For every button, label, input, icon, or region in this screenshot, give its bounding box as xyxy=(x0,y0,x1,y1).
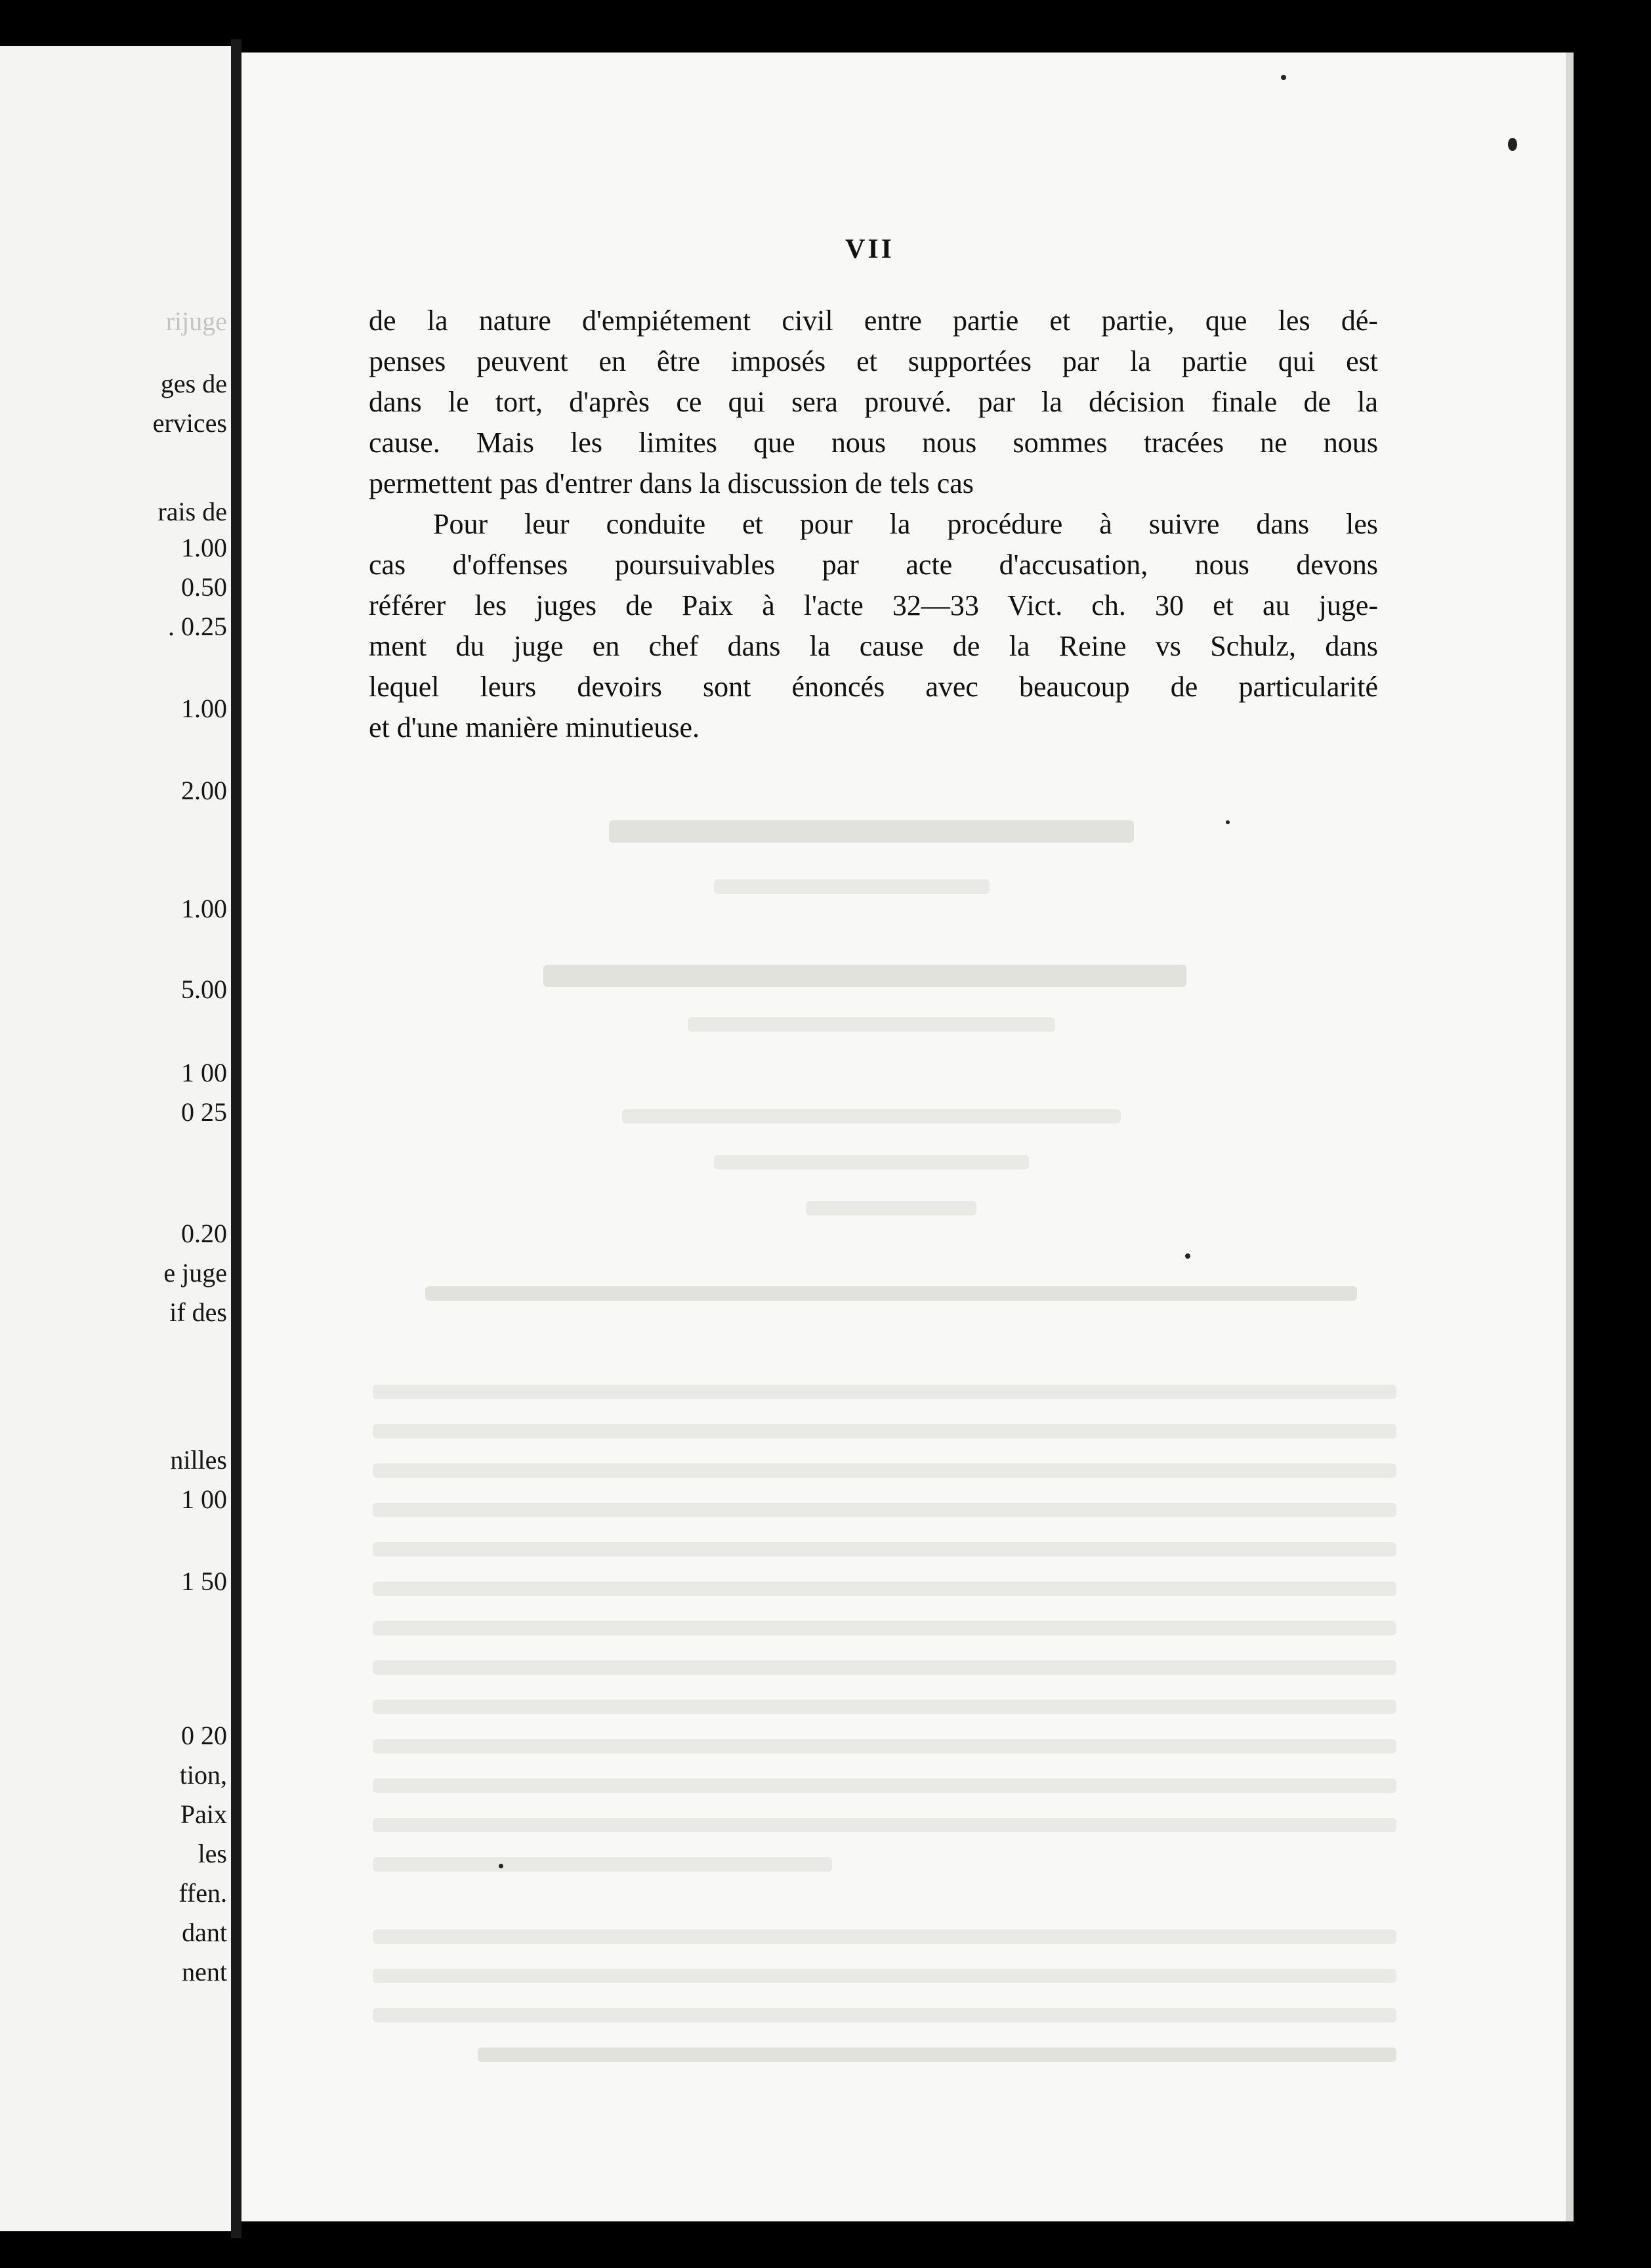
text-line: penses peuvent en être imposés et supportées par la partie qui est xyxy=(369,345,1378,377)
scan-speck xyxy=(1185,1253,1190,1259)
book-gutter xyxy=(231,39,241,2238)
left-line: 1 50 xyxy=(181,1566,227,1596)
left-line: rais de xyxy=(157,497,227,526)
text-line: et d'une manière minutieuse. xyxy=(369,711,700,744)
scan-speck xyxy=(1226,820,1230,824)
left-line: 1.00 xyxy=(181,694,227,723)
text-line: cause. Mais les limites que nous nous sommes tracées ne nous xyxy=(369,427,1378,459)
left-line: . 0.25 xyxy=(168,612,227,641)
text-line: lequel leurs devoirs sont énoncés avec beaucoup de particularité xyxy=(369,671,1378,703)
paragraph xyxy=(369,301,1378,504)
page-edge xyxy=(1566,52,1574,2221)
text-line: dans le tort, d'après ce qui sera prouvé. par la décision finale de la xyxy=(369,386,1378,418)
left-line: ges de xyxy=(160,369,227,398)
left-line: tion, xyxy=(179,1760,227,1790)
left-line: ffen. xyxy=(178,1878,227,1908)
left-line: Paix xyxy=(180,1799,227,1829)
left-line: 0.20 xyxy=(181,1219,227,1248)
text-line: référer les juges de Paix à l'acte 32—33 Vict. ch. 30 et au juge- xyxy=(369,589,1378,621)
text-line: cas d'offenses poursuivables par acte d'accusation, nous devons xyxy=(369,549,1378,581)
left-line: 0 25 xyxy=(181,1097,227,1127)
paragraph xyxy=(369,504,1378,748)
left-line: nilles xyxy=(170,1445,227,1475)
left-line: 1.00 xyxy=(181,894,227,923)
left-line: 2.00 xyxy=(181,776,227,805)
bleed-through-texture xyxy=(346,801,1410,2179)
main-page xyxy=(241,52,1566,2221)
scan-speck xyxy=(1508,138,1517,151)
left-line: 1 00 xyxy=(181,1058,227,1087)
text-line: Pour leur conduite et pour la procédure à suivre dans les xyxy=(433,508,1378,540)
left-line: les xyxy=(198,1839,227,1868)
body-text xyxy=(369,301,1378,748)
left-line: 0 20 xyxy=(181,1721,227,1750)
left-line: ervices xyxy=(152,408,227,438)
page-number: VII xyxy=(845,234,895,264)
text-line: permettent pas d'entrer dans la discussion de tels cas xyxy=(369,467,974,499)
text-line: de la nature d'empiétement civil entre partie et partie, que les dé- xyxy=(369,304,1378,337)
left-line: e juge xyxy=(163,1258,227,1288)
left-line: rijuge xyxy=(165,306,227,336)
left-line: 0.50 xyxy=(181,572,227,602)
left-line: if des xyxy=(169,1297,227,1327)
left-line: 1 00 xyxy=(181,1484,227,1514)
scan-speck xyxy=(1281,75,1286,80)
text-line: ment du juge en chef dans la cause de la Reine vs Schulz, dans xyxy=(369,630,1378,662)
previous-page-fragment xyxy=(0,46,231,2231)
left-line: nent xyxy=(182,1957,227,1986)
scan-speck xyxy=(499,1864,503,1868)
left-line: dant xyxy=(182,1918,227,1947)
left-line: 1.00 xyxy=(181,533,227,562)
left-line: 5.00 xyxy=(181,975,227,1004)
